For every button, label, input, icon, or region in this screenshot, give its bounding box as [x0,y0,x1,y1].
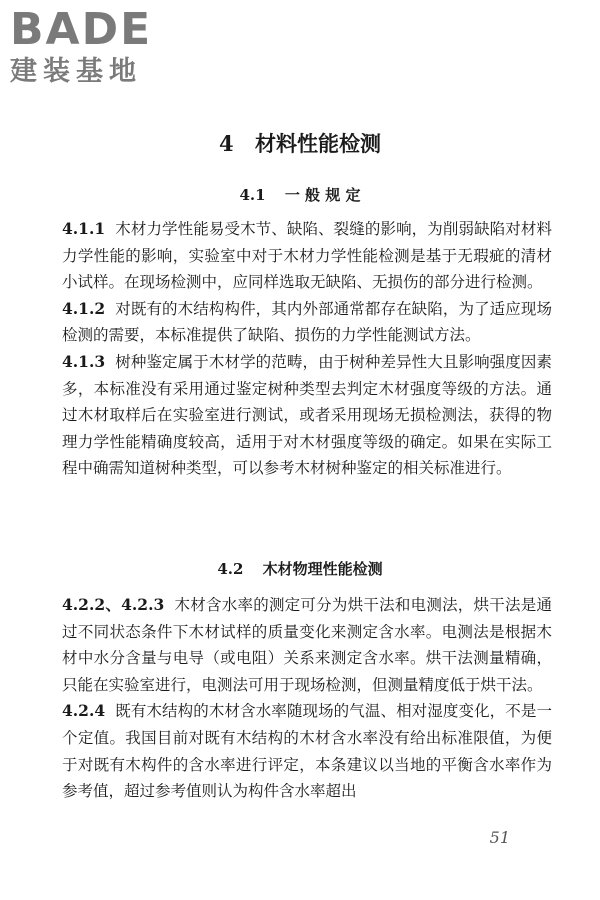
section-body-4-2 [62,592,552,805]
page-number: 51 [489,828,510,847]
section-title: 一 般 规 定 [284,186,361,204]
clause-4-2-2-4-2-3 [62,592,552,698]
logo-subtitle: 建装基地 [10,56,142,87]
section-heading-4-2 [0,558,600,579]
clause-number: 4.1.1 [62,219,106,238]
section-title: 木材物理性能检测 [262,560,383,578]
clause-4-1-2 [62,296,552,349]
clause-number: 4.2.2、4.2.3 [62,595,165,614]
clause-4-1-3 [62,349,552,482]
section-number: 4.1 [239,186,266,204]
clause-text: 对既有的木结构构件，其内外部通常都存在缺陷，为了适应现场检测的需要，本标准提供了缺陷、损伤的力学性能测试方法。 [62,299,552,345]
clause-4-1-1 [62,216,552,296]
clause-4-2-4 [62,698,552,804]
clause-text: 木材含水率的测定可分为烘干法和电测法，烘干法是通过不同状态条件下木材试样的质量变化来测定含水率。电测法是根据木材中水分含量与电导（或电阻）关系来测定含水率。烘干法测量精确，只能在实验室进行，电测法可用于现场检测，但测量精度低于烘干法。 [62,596,552,694]
chapter-title: 材料性能检测 [254,131,381,156]
chapter-heading [0,128,600,158]
section-number: 4.2 [217,560,244,578]
chapter-number: 4 [219,131,234,156]
clause-text: 既有木结构的木材含水率随现场的气温、相对湿度变化，不是一个定值。我国目前对既有木结构的木材含水率没有给出标准限值，为便于对既有木构件的含水率进行评定，本条建议以当地的平衡含水率作为参考值，超过参考值则认为构件含水率超出 [62,702,552,801]
publisher-logo [10,6,175,88]
clause-text: 木材力学性能易受木节、缺陷、裂缝的影响，为削弱缺陷对材料力学性能的影响，实验室中对于木材力学性能检测是基于无瑕疵的清材小试样。在现场检测中，应同样选取无缺陷、无损伤的部分进行检测。 [62,220,552,292]
clause-text: 树种鉴定属于木材学的范畴，由于树种差异性大且影响强度因素多，本标准没有采用通过鉴定树种类型去判定木材强度等级的方法。通过木材取样后在实验室进行测试，或者采用现场无损检测法，获得的物理力学性能精确度较高，适用于对木材强度等级的确定。如果在实际工程中确需知道树种类型，可以参考木材树种鉴定的相关标准进行。 [62,352,552,478]
clause-number: 4.1.3 [62,351,106,371]
logo-wordmark: BADE [10,4,153,55]
section-heading-4-1 [0,184,600,205]
clause-number: 4.1.2 [62,298,106,318]
section-body-4-1 [62,216,552,482]
clause-number: 4.2.4 [62,701,106,721]
